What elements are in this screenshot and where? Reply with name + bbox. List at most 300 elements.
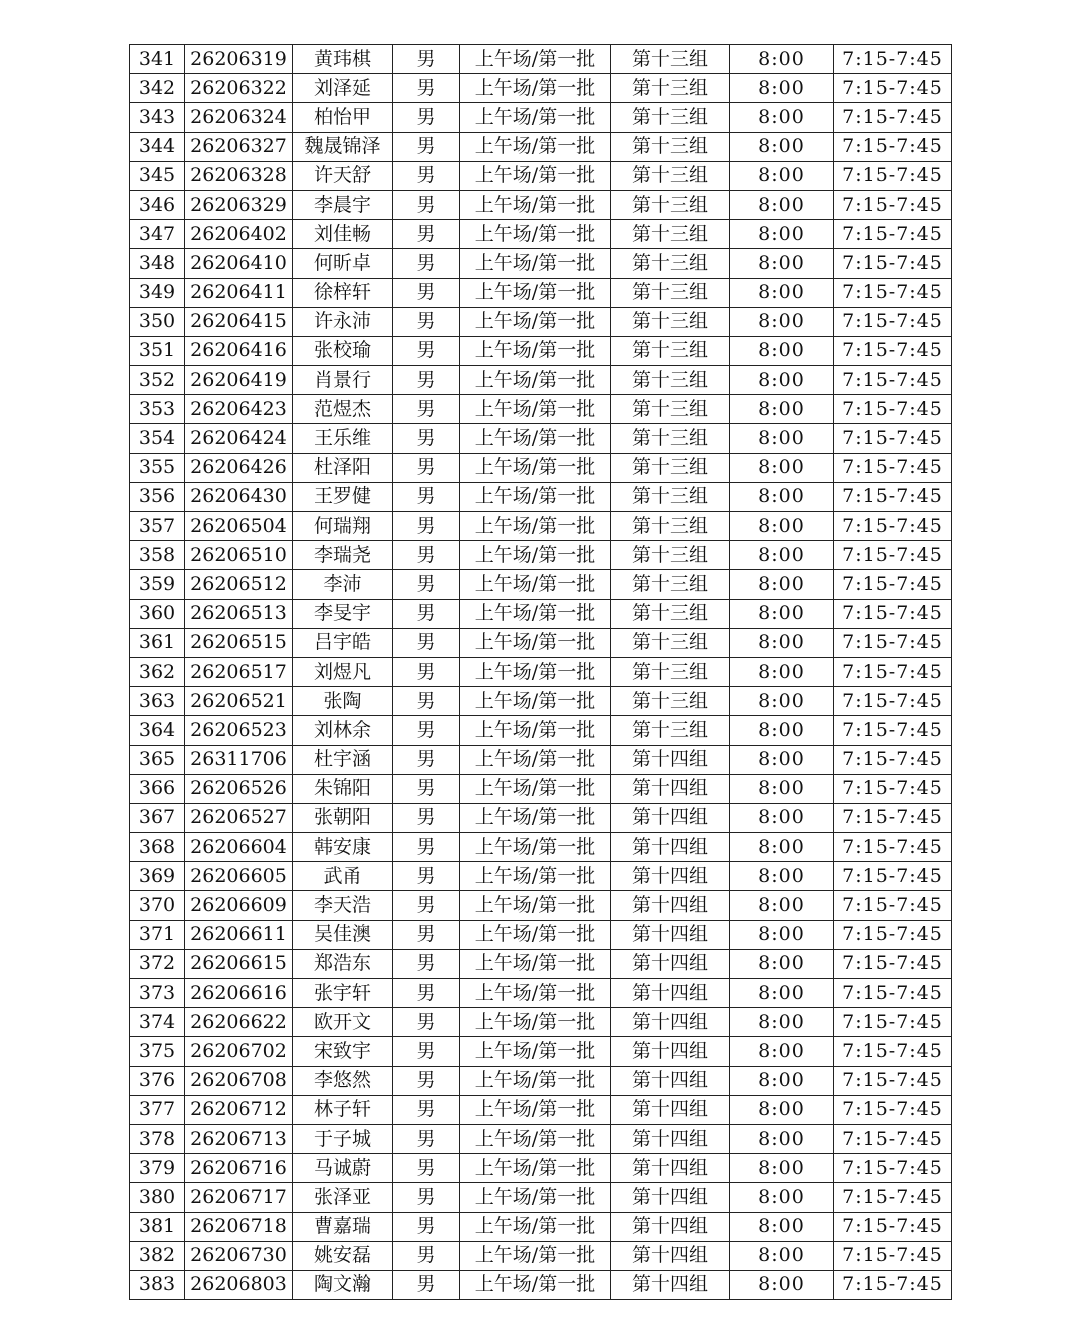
student-name-cell: 吕宇皓 — [293, 628, 393, 657]
exam-time-cell: 8:00 — [730, 1066, 834, 1095]
table-row — [130, 1154, 952, 1183]
exam-id-cell: 26311706 — [185, 745, 293, 774]
checkin-window-cell: 7:15-7:45 — [834, 1154, 952, 1183]
checkin-window-cell: 7:15-7:45 — [834, 395, 952, 424]
table-row — [130, 774, 952, 803]
gender-cell: 男 — [393, 687, 460, 716]
exam-time-cell: 8:00 — [730, 833, 834, 862]
exam-id-cell: 26206416 — [185, 336, 293, 365]
checkin-window-cell: 7:15-7:45 — [834, 628, 952, 657]
seq-number-cell: 342 — [130, 74, 185, 103]
student-name-cell: 柏怡甲 — [293, 103, 393, 132]
exam-id-cell: 26206622 — [185, 1008, 293, 1037]
schedule-table-body — [130, 45, 952, 1300]
checkin-window-cell: 7:15-7:45 — [834, 949, 952, 978]
student-name-cell: 陶文瀚 — [293, 1270, 393, 1299]
exam-time-cell: 8:00 — [730, 1008, 834, 1037]
gender-cell: 男 — [393, 1037, 460, 1066]
gender-cell: 男 — [393, 45, 460, 74]
gender-cell: 男 — [393, 307, 460, 336]
student-name-cell: 张泽亚 — [293, 1183, 393, 1212]
checkin-window-cell: 7:15-7:45 — [834, 190, 952, 219]
gender-cell: 男 — [393, 1241, 460, 1270]
exam-time-cell: 8:00 — [730, 366, 834, 395]
gender-cell: 男 — [393, 249, 460, 278]
student-name-cell: 杜泽阳 — [293, 453, 393, 482]
gender-cell: 男 — [393, 891, 460, 920]
gender-cell: 男 — [393, 1008, 460, 1037]
student-name-cell: 杜宇涵 — [293, 745, 393, 774]
exam-id-cell: 26206611 — [185, 920, 293, 949]
gender-cell: 男 — [393, 979, 460, 1008]
group-cell: 第十三组 — [611, 657, 730, 686]
exam-id-cell: 26206716 — [185, 1154, 293, 1183]
checkin-window-cell: 7:15-7:45 — [834, 1241, 952, 1270]
exam-id-cell: 26206615 — [185, 949, 293, 978]
exam-id-cell: 26206426 — [185, 453, 293, 482]
gender-cell: 男 — [393, 74, 460, 103]
session-batch-cell: 上午场/第一批 — [460, 1066, 611, 1095]
table-row — [130, 103, 952, 132]
table-row — [130, 979, 952, 1008]
session-batch-cell: 上午场/第一批 — [460, 1212, 611, 1241]
session-batch-cell: 上午场/第一批 — [460, 482, 611, 511]
exam-time-cell: 8:00 — [730, 541, 834, 570]
student-name-cell: 韩安康 — [293, 833, 393, 862]
exam-id-cell: 26206430 — [185, 482, 293, 511]
seq-number-cell: 366 — [130, 774, 185, 803]
table-row — [130, 628, 952, 657]
table-row — [130, 745, 952, 774]
group-cell: 第十三组 — [611, 628, 730, 657]
table-row — [130, 1124, 952, 1153]
session-batch-cell: 上午场/第一批 — [460, 395, 611, 424]
table-row — [130, 687, 952, 716]
exam-id-cell: 26206517 — [185, 657, 293, 686]
seq-number-cell: 375 — [130, 1037, 185, 1066]
exam-id-cell: 26206803 — [185, 1270, 293, 1299]
seq-number-cell: 355 — [130, 453, 185, 482]
checkin-window-cell: 7:15-7:45 — [834, 1270, 952, 1299]
session-batch-cell: 上午场/第一批 — [460, 541, 611, 570]
group-cell: 第十三组 — [611, 74, 730, 103]
exam-time-cell: 8:00 — [730, 774, 834, 803]
seq-number-cell: 360 — [130, 599, 185, 628]
seq-number-cell: 351 — [130, 336, 185, 365]
session-batch-cell: 上午场/第一批 — [460, 512, 611, 541]
session-batch-cell: 上午场/第一批 — [460, 745, 611, 774]
exam-time-cell: 8:00 — [730, 628, 834, 657]
seq-number-cell: 362 — [130, 657, 185, 686]
student-name-cell: 黄玮棋 — [293, 45, 393, 74]
exam-time-cell: 8:00 — [730, 570, 834, 599]
student-name-cell: 张校瑜 — [293, 336, 393, 365]
gender-cell: 男 — [393, 1066, 460, 1095]
exam-time-cell: 8:00 — [730, 745, 834, 774]
exam-id-cell: 26206423 — [185, 395, 293, 424]
session-batch-cell: 上午场/第一批 — [460, 103, 611, 132]
group-cell: 第十三组 — [611, 716, 730, 745]
exam-id-cell: 26206616 — [185, 979, 293, 1008]
group-cell: 第十四组 — [611, 862, 730, 891]
group-cell: 第十三组 — [611, 541, 730, 570]
exam-time-cell: 8:00 — [730, 716, 834, 745]
gender-cell: 男 — [393, 220, 460, 249]
exam-id-cell: 26206604 — [185, 833, 293, 862]
group-cell: 第十三组 — [611, 132, 730, 161]
session-batch-cell: 上午场/第一批 — [460, 74, 611, 103]
gender-cell: 男 — [393, 395, 460, 424]
checkin-window-cell: 7:15-7:45 — [834, 278, 952, 307]
exam-time-cell: 8:00 — [730, 1154, 834, 1183]
session-batch-cell: 上午场/第一批 — [460, 307, 611, 336]
table-row — [130, 920, 952, 949]
exam-time-cell: 8:00 — [730, 278, 834, 307]
gender-cell: 男 — [393, 103, 460, 132]
table-row — [130, 716, 952, 745]
exam-id-cell: 26206319 — [185, 45, 293, 74]
seq-number-cell: 370 — [130, 891, 185, 920]
seq-number-cell: 350 — [130, 307, 185, 336]
session-batch-cell: 上午场/第一批 — [460, 220, 611, 249]
group-cell: 第十四组 — [611, 949, 730, 978]
table-row — [130, 395, 952, 424]
table-row — [130, 424, 952, 453]
table-row — [130, 336, 952, 365]
session-batch-cell: 上午场/第一批 — [460, 949, 611, 978]
gender-cell: 男 — [393, 774, 460, 803]
session-batch-cell: 上午场/第一批 — [460, 716, 611, 745]
table-row — [130, 541, 952, 570]
session-batch-cell: 上午场/第一批 — [460, 45, 611, 74]
checkin-window-cell: 7:15-7:45 — [834, 745, 952, 774]
session-batch-cell: 上午场/第一批 — [460, 1008, 611, 1037]
table-row — [130, 599, 952, 628]
seq-number-cell: 382 — [130, 1241, 185, 1270]
exam-time-cell: 8:00 — [730, 1124, 834, 1153]
checkin-window-cell: 7:15-7:45 — [834, 1095, 952, 1124]
gender-cell: 男 — [393, 366, 460, 395]
seq-number-cell: 374 — [130, 1008, 185, 1037]
exam-time-cell: 8:00 — [730, 891, 834, 920]
checkin-window-cell: 7:15-7:45 — [834, 920, 952, 949]
table-row — [130, 1183, 952, 1212]
gender-cell: 男 — [393, 512, 460, 541]
student-name-cell: 王罗健 — [293, 482, 393, 511]
exam-time-cell: 8:00 — [730, 687, 834, 716]
session-batch-cell: 上午场/第一批 — [460, 891, 611, 920]
session-batch-cell: 上午场/第一批 — [460, 1241, 611, 1270]
gender-cell: 男 — [393, 570, 460, 599]
table-row — [130, 45, 952, 74]
table-row — [130, 190, 952, 219]
student-name-cell: 何瑞翔 — [293, 512, 393, 541]
group-cell: 第十三组 — [611, 424, 730, 453]
exam-id-cell: 26206324 — [185, 103, 293, 132]
group-cell: 第十四组 — [611, 1154, 730, 1183]
exam-time-cell: 8:00 — [730, 336, 834, 365]
table-row — [130, 570, 952, 599]
checkin-window-cell: 7:15-7:45 — [834, 657, 952, 686]
gender-cell: 男 — [393, 657, 460, 686]
session-batch-cell: 上午场/第一批 — [460, 249, 611, 278]
checkin-window-cell: 7:15-7:45 — [834, 803, 952, 832]
gender-cell: 男 — [393, 833, 460, 862]
checkin-window-cell: 7:15-7:45 — [834, 862, 952, 891]
exam-id-cell: 26206504 — [185, 512, 293, 541]
student-name-cell: 刘佳畅 — [293, 220, 393, 249]
gender-cell: 男 — [393, 949, 460, 978]
checkin-window-cell: 7:15-7:45 — [834, 599, 952, 628]
group-cell: 第十三组 — [611, 307, 730, 336]
session-batch-cell: 上午场/第一批 — [460, 161, 611, 190]
session-batch-cell: 上午场/第一批 — [460, 570, 611, 599]
seq-number-cell: 371 — [130, 920, 185, 949]
group-cell: 第十三组 — [611, 570, 730, 599]
checkin-window-cell: 7:15-7:45 — [834, 220, 952, 249]
group-cell: 第十三组 — [611, 45, 730, 74]
group-cell: 第十三组 — [611, 103, 730, 132]
seq-number-cell: 368 — [130, 833, 185, 862]
checkin-window-cell: 7:15-7:45 — [834, 541, 952, 570]
table-row — [130, 803, 952, 832]
checkin-window-cell: 7:15-7:45 — [834, 482, 952, 511]
checkin-window-cell: 7:15-7:45 — [834, 570, 952, 599]
student-name-cell: 欧开文 — [293, 1008, 393, 1037]
seq-number-cell: 376 — [130, 1066, 185, 1095]
session-batch-cell: 上午场/第一批 — [460, 1095, 611, 1124]
seq-number-cell: 379 — [130, 1154, 185, 1183]
exam-id-cell: 26206523 — [185, 716, 293, 745]
gender-cell: 男 — [393, 1212, 460, 1241]
table-row — [130, 862, 952, 891]
seq-number-cell: 381 — [130, 1212, 185, 1241]
session-batch-cell: 上午场/第一批 — [460, 336, 611, 365]
gender-cell: 男 — [393, 1183, 460, 1212]
table-row — [130, 657, 952, 686]
checkin-window-cell: 7:15-7:45 — [834, 716, 952, 745]
checkin-window-cell: 7:15-7:45 — [834, 1037, 952, 1066]
student-name-cell: 张朝阳 — [293, 803, 393, 832]
session-batch-cell: 上午场/第一批 — [460, 190, 611, 219]
exam-time-cell: 8:00 — [730, 1270, 834, 1299]
group-cell: 第十三组 — [611, 161, 730, 190]
table-row — [130, 161, 952, 190]
exam-id-cell: 26206712 — [185, 1095, 293, 1124]
table-row — [130, 482, 952, 511]
group-cell: 第十三组 — [611, 599, 730, 628]
exam-id-cell: 26206327 — [185, 132, 293, 161]
exam-id-cell: 26206521 — [185, 687, 293, 716]
exam-time-cell: 8:00 — [730, 424, 834, 453]
exam-id-cell: 26206702 — [185, 1037, 293, 1066]
session-batch-cell: 上午场/第一批 — [460, 862, 611, 891]
group-cell: 第十四组 — [611, 833, 730, 862]
seq-number-cell: 364 — [130, 716, 185, 745]
student-name-cell: 曹嘉瑞 — [293, 1212, 393, 1241]
exam-id-cell: 26206527 — [185, 803, 293, 832]
student-name-cell: 郑浩东 — [293, 949, 393, 978]
table-row — [130, 366, 952, 395]
seq-number-cell: 341 — [130, 45, 185, 74]
group-cell: 第十三组 — [611, 249, 730, 278]
table-row — [130, 278, 952, 307]
table-row — [130, 1008, 952, 1037]
exam-time-cell: 8:00 — [730, 103, 834, 132]
session-batch-cell: 上午场/第一批 — [460, 1124, 611, 1153]
group-cell: 第十四组 — [611, 745, 730, 774]
student-name-cell: 张宇轩 — [293, 979, 393, 1008]
checkin-window-cell: 7:15-7:45 — [834, 161, 952, 190]
session-batch-cell: 上午场/第一批 — [460, 278, 611, 307]
table-row — [130, 132, 952, 161]
exam-id-cell: 26206515 — [185, 628, 293, 657]
exam-time-cell: 8:00 — [730, 220, 834, 249]
gender-cell: 男 — [393, 628, 460, 657]
exam-time-cell: 8:00 — [730, 920, 834, 949]
group-cell: 第十四组 — [611, 1124, 730, 1153]
schedule-sheet — [129, 44, 952, 1300]
group-cell: 第十四组 — [611, 1008, 730, 1037]
seq-number-cell: 349 — [130, 278, 185, 307]
checkin-window-cell: 7:15-7:45 — [834, 74, 952, 103]
table-row — [130, 249, 952, 278]
exam-time-cell: 8:00 — [730, 161, 834, 190]
gender-cell: 男 — [393, 862, 460, 891]
gender-cell: 男 — [393, 278, 460, 307]
group-cell: 第十四组 — [611, 1037, 730, 1066]
exam-id-cell: 26206510 — [185, 541, 293, 570]
exam-time-cell: 8:00 — [730, 512, 834, 541]
checkin-window-cell: 7:15-7:45 — [834, 687, 952, 716]
gender-cell: 男 — [393, 190, 460, 219]
group-cell: 第十四组 — [611, 920, 730, 949]
exam-time-cell: 8:00 — [730, 949, 834, 978]
exam-time-cell: 8:00 — [730, 482, 834, 511]
checkin-window-cell: 7:15-7:45 — [834, 774, 952, 803]
table-row — [130, 1037, 952, 1066]
seq-number-cell: 365 — [130, 745, 185, 774]
session-batch-cell: 上午场/第一批 — [460, 1183, 611, 1212]
checkin-window-cell: 7:15-7:45 — [834, 891, 952, 920]
session-batch-cell: 上午场/第一批 — [460, 803, 611, 832]
student-name-cell: 吴佳澳 — [293, 920, 393, 949]
session-batch-cell: 上午场/第一批 — [460, 979, 611, 1008]
gender-cell: 男 — [393, 1095, 460, 1124]
gender-cell: 男 — [393, 745, 460, 774]
checkin-window-cell: 7:15-7:45 — [834, 366, 952, 395]
exam-id-cell: 26206513 — [185, 599, 293, 628]
exam-time-cell: 8:00 — [730, 453, 834, 482]
exam-id-cell: 26206718 — [185, 1212, 293, 1241]
exam-time-cell: 8:00 — [730, 979, 834, 1008]
session-batch-cell: 上午场/第一批 — [460, 424, 611, 453]
exam-id-cell: 26206424 — [185, 424, 293, 453]
seq-number-cell: 348 — [130, 249, 185, 278]
student-name-cell: 姚安磊 — [293, 1241, 393, 1270]
seq-number-cell: 352 — [130, 366, 185, 395]
student-name-cell: 李晨宇 — [293, 190, 393, 219]
group-cell: 第十三组 — [611, 220, 730, 249]
student-name-cell: 张陶 — [293, 687, 393, 716]
exam-id-cell: 26206322 — [185, 74, 293, 103]
session-batch-cell: 上午场/第一批 — [460, 599, 611, 628]
session-batch-cell: 上午场/第一批 — [460, 657, 611, 686]
checkin-window-cell: 7:15-7:45 — [834, 1008, 952, 1037]
group-cell: 第十三组 — [611, 512, 730, 541]
student-name-cell: 李沛 — [293, 570, 393, 599]
group-cell: 第十四组 — [611, 891, 730, 920]
exam-id-cell: 26206713 — [185, 1124, 293, 1153]
gender-cell: 男 — [393, 920, 460, 949]
exam-id-cell: 26206415 — [185, 307, 293, 336]
student-name-cell: 肖景行 — [293, 366, 393, 395]
seq-number-cell: 372 — [130, 949, 185, 978]
exam-id-cell: 26206329 — [185, 190, 293, 219]
exam-time-cell: 8:00 — [730, 1241, 834, 1270]
student-name-cell: 徐梓轩 — [293, 278, 393, 307]
checkin-window-cell: 7:15-7:45 — [834, 249, 952, 278]
student-name-cell: 魏晟锦泽 — [293, 132, 393, 161]
exam-id-cell: 26206419 — [185, 366, 293, 395]
exam-time-cell: 8:00 — [730, 862, 834, 891]
group-cell: 第十三组 — [611, 190, 730, 219]
student-name-cell: 朱锦阳 — [293, 774, 393, 803]
gender-cell: 男 — [393, 453, 460, 482]
seq-number-cell: 377 — [130, 1095, 185, 1124]
session-batch-cell: 上午场/第一批 — [460, 1154, 611, 1183]
student-name-cell: 于子城 — [293, 1124, 393, 1153]
exam-id-cell: 26206328 — [185, 161, 293, 190]
table-row — [130, 512, 952, 541]
seq-number-cell: 356 — [130, 482, 185, 511]
table-row — [130, 453, 952, 482]
table-row — [130, 1066, 952, 1095]
student-name-cell: 刘煜凡 — [293, 657, 393, 686]
session-batch-cell: 上午场/第一批 — [460, 366, 611, 395]
table-row — [130, 1270, 952, 1299]
student-name-cell: 许天舒 — [293, 161, 393, 190]
gender-cell: 男 — [393, 1124, 460, 1153]
checkin-window-cell: 7:15-7:45 — [834, 336, 952, 365]
exam-time-cell: 8:00 — [730, 1212, 834, 1241]
checkin-window-cell: 7:15-7:45 — [834, 1066, 952, 1095]
exam-time-cell: 8:00 — [730, 1183, 834, 1212]
group-cell: 第十三组 — [611, 278, 730, 307]
group-cell: 第十四组 — [611, 979, 730, 1008]
exam-id-cell: 26206512 — [185, 570, 293, 599]
exam-time-cell: 8:00 — [730, 1095, 834, 1124]
checkin-window-cell: 7:15-7:45 — [834, 424, 952, 453]
seq-number-cell: 353 — [130, 395, 185, 424]
seq-number-cell: 358 — [130, 541, 185, 570]
checkin-window-cell: 7:15-7:45 — [834, 1183, 952, 1212]
gender-cell: 男 — [393, 482, 460, 511]
table-row — [130, 74, 952, 103]
exam-id-cell: 26206402 — [185, 220, 293, 249]
group-cell: 第十四组 — [611, 774, 730, 803]
exam-time-cell: 8:00 — [730, 190, 834, 219]
group-cell: 第十三组 — [611, 482, 730, 511]
student-name-cell: 武甬 — [293, 862, 393, 891]
student-name-cell: 王乐维 — [293, 424, 393, 453]
checkin-window-cell: 7:15-7:45 — [834, 833, 952, 862]
seq-number-cell: 369 — [130, 862, 185, 891]
gender-cell: 男 — [393, 1154, 460, 1183]
student-name-cell: 许永沛 — [293, 307, 393, 336]
gender-cell: 男 — [393, 541, 460, 570]
exam-time-cell: 8:00 — [730, 249, 834, 278]
